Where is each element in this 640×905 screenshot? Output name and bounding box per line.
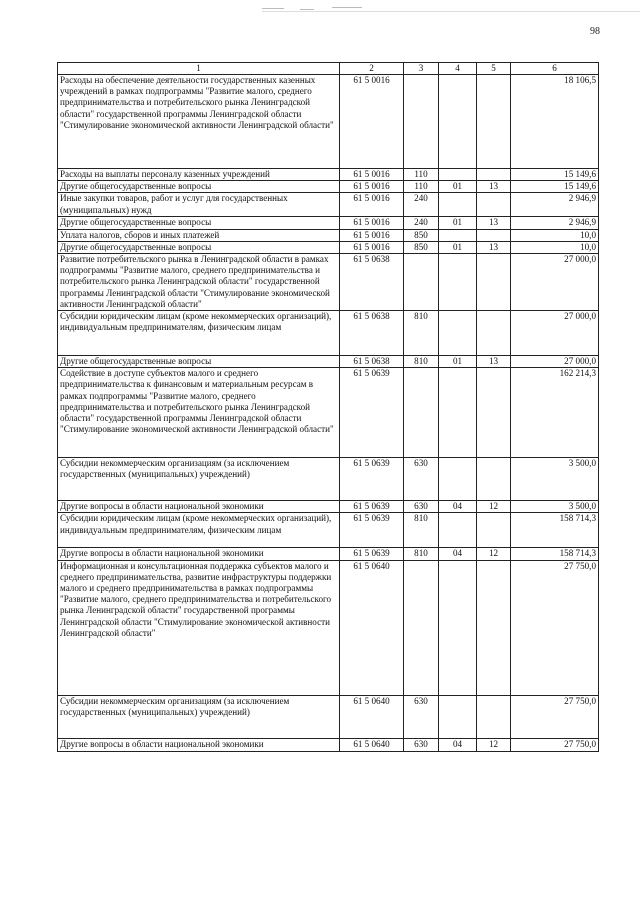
- cell-sum: 18 106,5: [511, 75, 599, 169]
- scan-artifact: [262, 11, 640, 12]
- cell-vr: [404, 368, 439, 458]
- cell-name: Другие общегосударственные вопросы: [58, 241, 340, 253]
- table-row: [58, 169, 599, 181]
- cell-code: 61 5 0638: [340, 356, 404, 368]
- table-row: [58, 513, 599, 548]
- cell-code: 61 5 0639: [340, 501, 404, 513]
- cell-name: Развитие потребительского рынка в Ленинградской области в рамках подпрограммы "Развитие малого, среднего предпринимательства и потребительского рынка Ленинградской области" государственной программы Ленинградской области "Стимулирование экономической активности Ленинградской области": [58, 254, 340, 311]
- budget-table: [57, 62, 599, 752]
- cell-code: 61 5 0016: [340, 75, 404, 169]
- cell-vr: 110: [404, 169, 439, 181]
- table-row: [58, 695, 599, 738]
- cell-sum: 158 714,3: [511, 513, 599, 548]
- cell-vr: 850: [404, 241, 439, 253]
- cell-pr: [477, 193, 511, 217]
- cell-sum: 2 946,9: [511, 193, 599, 217]
- cell-pr: 13: [477, 181, 511, 193]
- cell-name: Расходы на выплаты персоналу казенных учреждений: [58, 169, 340, 181]
- cell-rz: 01: [439, 217, 477, 229]
- cell-rz: 04: [439, 738, 477, 751]
- cell-pr: 13: [477, 241, 511, 253]
- cell-name: Другие вопросы в области национальной экономики: [58, 738, 340, 751]
- cell-sum: 27 000,0: [511, 356, 599, 368]
- cell-name: Другие общегосударственные вопросы: [58, 217, 340, 229]
- cell-pr: 12: [477, 501, 511, 513]
- cell-vr: 810: [404, 513, 439, 548]
- table-row: [58, 548, 599, 560]
- cell-code: 61 5 0640: [340, 738, 404, 751]
- cell-name: Субсидии юридическим лицам (кроме некоммерческих организаций), индивидуальным предпринимателям, физическим лицам: [58, 311, 340, 356]
- cell-pr: [477, 254, 511, 311]
- cell-pr: [477, 695, 511, 738]
- cell-code: 61 5 0639: [340, 513, 404, 548]
- scan-artifact: [262, 8, 284, 9]
- cell-sum: 15 149,6: [511, 169, 599, 181]
- table-row: [58, 458, 599, 501]
- column-header: 6: [511, 63, 599, 75]
- cell-name: Другие вопросы в области национальной экономики: [58, 548, 340, 560]
- header-row: [58, 63, 599, 75]
- cell-vr: 240: [404, 217, 439, 229]
- column-header: 2: [340, 63, 404, 75]
- table-row: [58, 229, 599, 241]
- table-row: [58, 193, 599, 217]
- cell-name: Содействие в доступе субъектов малого и среднего предпринимательства к финансовым и материальным ресурсам в рамках подпрограммы "Развитие малого, среднего предпринимательства и потребительского рынка Ленинградской области" государственной программы Ленинградской области "Стимулирование экономической активности Ленинградской области": [58, 368, 340, 458]
- table-row: [58, 738, 599, 751]
- table-row: [58, 311, 599, 356]
- cell-code: 61 5 0016: [340, 241, 404, 253]
- cell-name: Другие общегосударственные вопросы: [58, 181, 340, 193]
- column-header: 5: [477, 63, 511, 75]
- cell-sum: 27 000,0: [511, 311, 599, 356]
- cell-vr: [404, 75, 439, 169]
- cell-pr: [477, 311, 511, 356]
- cell-sum: 27 750,0: [511, 560, 599, 695]
- cell-vr: 630: [404, 501, 439, 513]
- column-header: 3: [404, 63, 439, 75]
- cell-pr: [477, 169, 511, 181]
- cell-code: 61 5 0639: [340, 368, 404, 458]
- cell-vr: 110: [404, 181, 439, 193]
- cell-pr: [477, 513, 511, 548]
- cell-name: Другие общегосударственные вопросы: [58, 356, 340, 368]
- cell-pr: 12: [477, 738, 511, 751]
- cell-pr: 13: [477, 356, 511, 368]
- cell-code: 61 5 0638: [340, 254, 404, 311]
- cell-code: 61 5 0016: [340, 181, 404, 193]
- cell-pr: [477, 368, 511, 458]
- cell-sum: 3 500,0: [511, 458, 599, 501]
- cell-vr: [404, 254, 439, 311]
- cell-vr: 810: [404, 311, 439, 356]
- cell-pr: 12: [477, 548, 511, 560]
- table-row: [58, 356, 599, 368]
- cell-vr: 630: [404, 458, 439, 501]
- cell-name: Расходы на обеспечение деятельности государственных казенных учреждений в рамках подпрограммы "Развитие малого, среднего предпринимательства и потребительского рынка Ленинградской области" государственной программы Ленинградской области "Стимулирование экономической активности Ленинградской области": [58, 75, 340, 169]
- cell-vr: 810: [404, 356, 439, 368]
- cell-rz: [439, 368, 477, 458]
- cell-code: 61 5 0640: [340, 695, 404, 738]
- page-number: 98: [590, 26, 600, 37]
- cell-sum: 27 750,0: [511, 738, 599, 751]
- cell-sum: 10,0: [511, 229, 599, 241]
- cell-code: 61 5 0016: [340, 229, 404, 241]
- cell-code: 61 5 0638: [340, 311, 404, 356]
- table-row: [58, 560, 599, 695]
- cell-rz: [439, 458, 477, 501]
- table-row: [58, 368, 599, 458]
- cell-rz: 01: [439, 241, 477, 253]
- scan-artifact: [332, 7, 362, 8]
- cell-name: Субсидии юридическим лицам (кроме некоммерческих организаций), индивидуальным предпринимателям, физическим лицам: [58, 513, 340, 548]
- cell-pr: 13: [477, 217, 511, 229]
- cell-rz: [439, 75, 477, 169]
- cell-code: 61 5 0016: [340, 169, 404, 181]
- cell-pr: [477, 560, 511, 695]
- cell-name: Другие вопросы в области национальной экономики: [58, 501, 340, 513]
- table-row: [58, 181, 599, 193]
- cell-sum: 15 149,6: [511, 181, 599, 193]
- cell-rz: [439, 311, 477, 356]
- cell-sum: 162 214,3: [511, 368, 599, 458]
- cell-pr: [477, 229, 511, 241]
- cell-vr: 630: [404, 695, 439, 738]
- cell-vr: 810: [404, 548, 439, 560]
- table-row: [58, 217, 599, 229]
- cell-pr: [477, 458, 511, 501]
- cell-code: 61 5 0016: [340, 217, 404, 229]
- table-row: [58, 501, 599, 513]
- table-row: [58, 254, 599, 311]
- cell-rz: [439, 560, 477, 695]
- cell-rz: [439, 229, 477, 241]
- column-header: 1: [58, 63, 340, 75]
- cell-rz: [439, 193, 477, 217]
- cell-rz: [439, 513, 477, 548]
- cell-name: Уплата налогов, сборов и иных платежей: [58, 229, 340, 241]
- cell-rz: 04: [439, 501, 477, 513]
- cell-rz: 01: [439, 181, 477, 193]
- cell-sum: 158 714,3: [511, 548, 599, 560]
- cell-sum: 27 000,0: [511, 254, 599, 311]
- cell-vr: 240: [404, 193, 439, 217]
- cell-name: Информационная и консультационная поддержка субъектов малого и среднего предпринимательства, развитие инфраструктуры поддержки малого и среднего предпринимательства в рамках подпрограммы "Развитие малого, среднего предпринимательства и потребительского рынка Ленинградской области" государственной программы Ленинградской области "Стимулирование экономической активности Ленинградской области": [58, 560, 340, 695]
- cell-sum: 2 946,9: [511, 217, 599, 229]
- cell-sum: 3 500,0: [511, 501, 599, 513]
- cell-sum: 10,0: [511, 241, 599, 253]
- cell-code: 61 5 0639: [340, 548, 404, 560]
- cell-name: Субсидии некоммерческим организациям (за исключением государственных (муниципальных) учреждений): [58, 695, 340, 738]
- cell-rz: 01: [439, 356, 477, 368]
- cell-sum: 27 750,0: [511, 695, 599, 738]
- cell-rz: [439, 169, 477, 181]
- cell-name: Субсидии некоммерческим организациям (за исключением государственных (муниципальных) учреждений): [58, 458, 340, 501]
- cell-code: 61 5 0640: [340, 560, 404, 695]
- column-header: 4: [439, 63, 477, 75]
- cell-vr: [404, 560, 439, 695]
- cell-name: Иные закупки товаров, работ и услуг для государственных (муниципальных) нужд: [58, 193, 340, 217]
- cell-code: 61 5 0639: [340, 458, 404, 501]
- table-row: [58, 75, 599, 169]
- cell-rz: [439, 254, 477, 311]
- cell-vr: 850: [404, 229, 439, 241]
- cell-vr: 630: [404, 738, 439, 751]
- cell-pr: [477, 75, 511, 169]
- cell-rz: [439, 695, 477, 738]
- cell-rz: 04: [439, 548, 477, 560]
- table-row: [58, 241, 599, 253]
- cell-code: 61 5 0016: [340, 193, 404, 217]
- scan-artifact: [300, 9, 314, 10]
